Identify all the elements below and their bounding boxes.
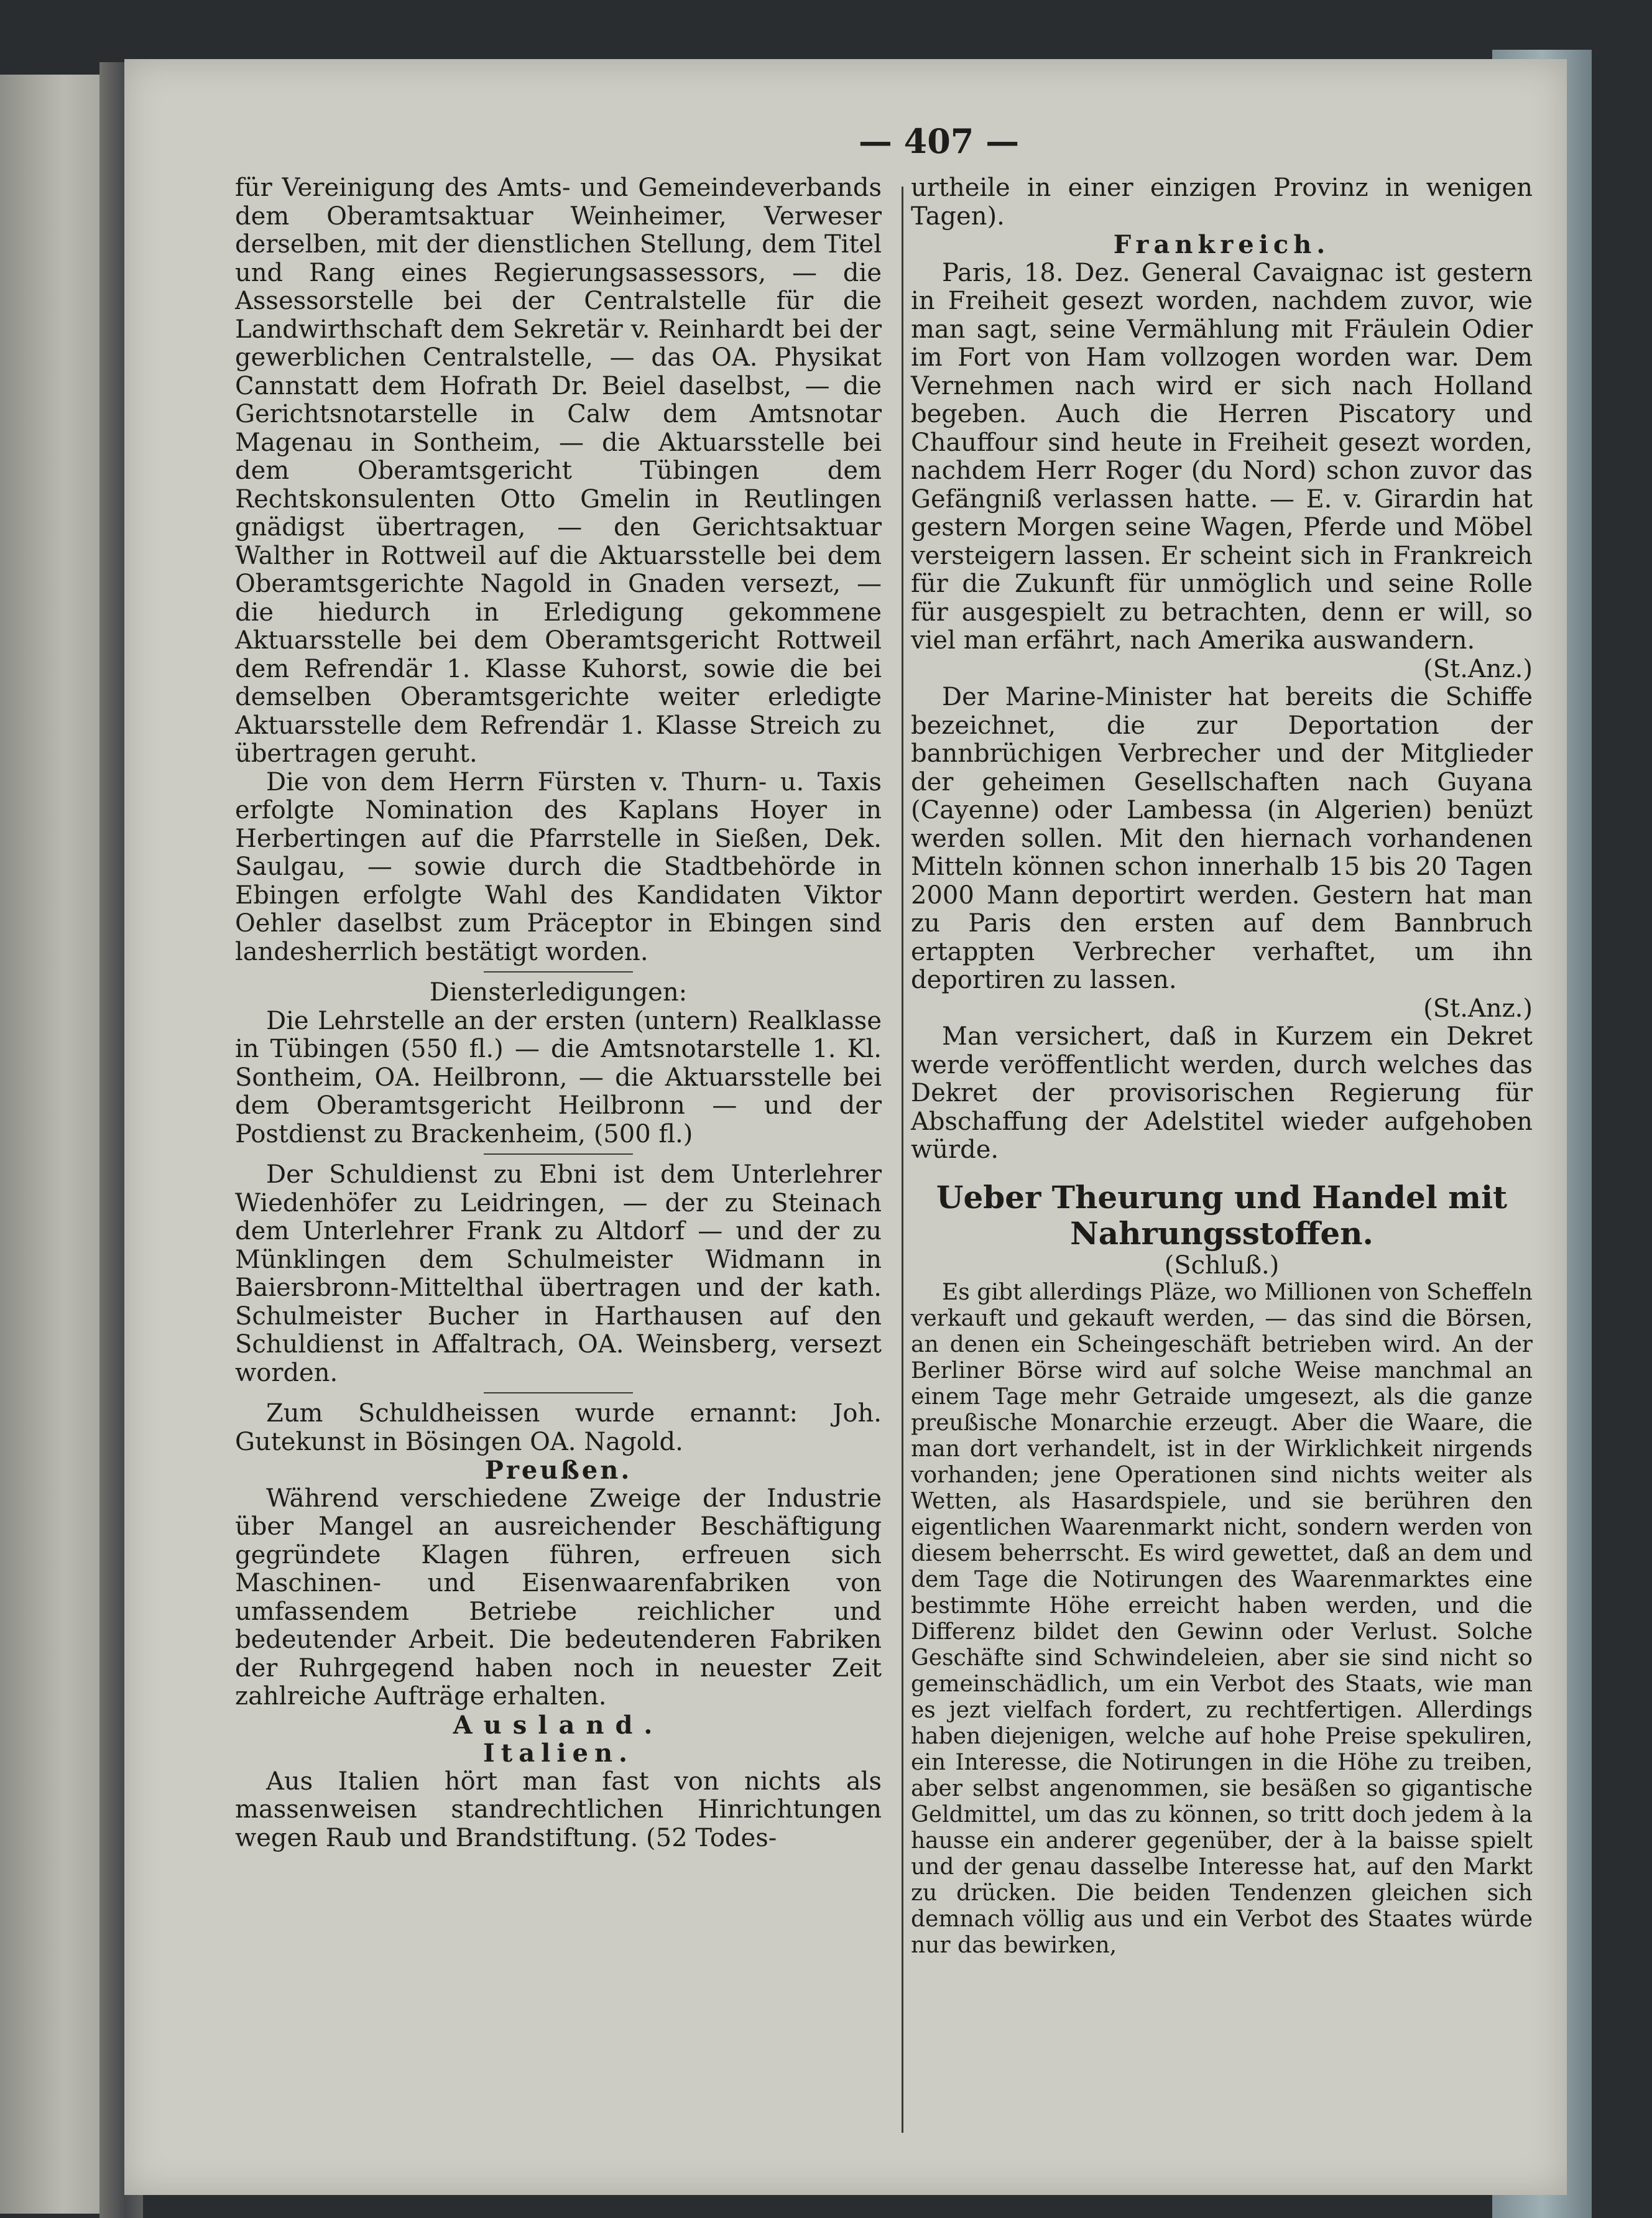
article-title: Ueber Theurung und Handel mit Nahrungsstoffen. (936, 1178, 1508, 1252)
paragraph: Paris, 18. Dez. General Cavaignac ist gestern in Freiheit gesezt worden, nachdem zuvor, wie man sagt, seine Vermählung mit Fräulein Odier im Fort von Ham vollzogen worden war. Dem Vernehmen nach wird er sich nach Holland begeben. Auch die Herren Piscatory und Chauffour sind heute in Freiheit gesezt worden, nachdem Herr Roger (du Nord) schon zuvor das Gefängniß verlassen hatte. — E. v. Girardin hat gestern Morgen seine Wagen, Pferde und Möbel versteigern lassen. Er scheint sich in Frankreich für die Zukunft für unmöglich und seine Rolle für ausgespielt zu betrachten, denn er will, so viel man erfährt, nach Amerika auswandern. (911, 258, 1533, 655)
paragraph: Während verschiedene Zweige der Industrie über Mangel an ausreichender Beschäftigung gegründete Klagen führen, erfreuen sich Maschinen- und Eisenwaarenfabriken von umfassendem Betriebe reichlicher und bedeutender Arbeit. Die bedeutenderen Fabriken der Ruhrgegend haben noch in neuester Zeit zahlreiche Aufträge erhalten. (235, 1484, 882, 1711)
page-number: — 407 — (858, 121, 1020, 161)
section-heading: Italien. (483, 1739, 634, 1768)
paragraph: Die Lehrstelle an der ersten (untern) Realklasse in Tübingen (550 fl.) — die Amtsnotarstelle 1. Kl. Sontheim, OA. Heilbronn, — die Aktuarsstelle bei dem Oberamtsgericht Heilbronn — und der Postdienst zu Brackenheim, (500 fl.) (235, 1006, 882, 1148)
paragraph: Zum Schuldheissen wurde ernannt: Joh. Gutekunst in Bösingen OA. Nagold. (235, 1399, 882, 1456)
section-heading: Ausland. (453, 1710, 664, 1740)
section-heading: Preußen. (484, 1456, 632, 1485)
source-note: (St.Anz.) (1423, 654, 1533, 683)
section-heading: Frankreich. (1113, 230, 1331, 259)
divider (484, 971, 633, 973)
divider (484, 1153, 633, 1155)
right-column (911, 174, 1533, 1959)
column-rule (902, 187, 903, 2133)
divider (484, 1392, 633, 1393)
paragraph: Aus Italien hört man fast von nichts als massenweisen standrechtlichen Hinrichtungen wegen Raub und Brandstiftung. (52 Todes- (235, 1767, 882, 1852)
section-heading: Diensterledigungen: (429, 978, 688, 1007)
paragraph: urtheile in einer einzigen Provinz in wenigen Tagen). (911, 173, 1533, 231)
paragraph: Der Marine-Minister hat bereits die Schiffe bezeichnet, die zur Deportation der bannbrüchigen Verbrecher und der Mitglieder der geheimen Gesellschaften nach Guyana (Cayenne) oder Lambessa (in Algerien) benüzt werden sollen. Mit den hiernach vorhandenen Mitteln können schon innerhalb 15 bis 20 Tagen 2000 Mann deportirt werden. Gestern hat man zu Paris den ersten auf dem Bannbruch ertappten Verbrecher verhaftet, um ihn deportiren zu lassen. (911, 683, 1533, 994)
paragraph: Es gibt allerdings Pläze, wo Millionen von Scheffeln verkauft und gekauft werden, — das sind die Börsen, an denen ein Scheingeschäft betrieben wird. An der Berliner Börse wird auf solche Weise manchmal an einem Tage mehr Getraide umgesezt, als die ganze preußische Monarchie erzeugt. Aber die Waare, die man dort verhandelt, ist in der Wirklichkeit nirgends vorhanden; jene Operationen sind nichts weiter als Wetten, als Hasardspiele, und sie berühren den eigentlichen Waarenmarkt nicht, sondern werden von diesem beherrscht. Es wird gewettet, daß an dem und dem Tage die Notirungen des Waarenmarktes eine bestimmte Höhe erreicht haben werden, und die Differenz bildet den Gewinn oder Verlust. Solche Geschäfte sind Schwindeleien, aber sie sind nicht so gemeinschädlich, um ein Verbot des Staats, wie man es jezt vielfach fordert, zu rechtfertigen. Allerdings haben diejenigen, welche auf hohe Preise spekuliren, ein Interesse, die Notirungen in die Höhe zu treiben, aber selbst angenommen, sie besäßen so gigantische Geldmittel, um das zu können, so tritt doch jedem à la hausse ein anderer gegenüber, der à la baisse spielt und der genau dasselbe Interesse hat, auf den Markt zu drücken. Die beiden Tendenzen gleichen sich demnach völlig aus und ein Verbot des Staates würde nur das bewirken, (911, 1280, 1533, 1958)
article-subtitle: (Schluß.) (1164, 1250, 1280, 1280)
left-column (235, 174, 882, 1852)
facing-page-edge (0, 75, 106, 2214)
paragraph: Die von dem Herrn Fürsten v. Thurn- u. Taxis erfolgte Nomination des Kaplans Hoyer in Herbertingen auf die Pfarrstelle in Sießen, Dek. Saulgau, — sowie durch die Stadtbehörde in Ebingen erfolgte Wahl des Kandidaten Viktor Oehler daselbst zum Präceptor in Ebingen sind landesherrlich bestätigt worden. (235, 767, 882, 966)
source-note: (St.Anz.) (1423, 994, 1533, 1023)
newspaper-page (124, 59, 1567, 2195)
paragraph: Man versichert, daß in Kurzem ein Dekret werde veröffentlicht werden, durch welches das Dekret der provisorischen Regierung für Abschaffung der Adelstitel wieder aufgehoben würde. (911, 1022, 1533, 1164)
paragraph: Der Schuldienst zu Ebni ist dem Unterlehrer Wiedenhöfer zu Leidringen, — der zu Steinach dem Unterlehrer Frank zu Altdorf — und der zu Münklingen dem Schulmeister Widmann in Baiersbronn-Mittelthal übertragen und der kath. Schulmeister Bucher in Harthausen auf den Schuldienst in Affaltrach, OA. Weinsberg, versezt worden. (235, 1160, 882, 1387)
paragraph: für Vereinigung des Amts- und Gemeindeverbands dem Oberamtsaktuar Weinheimer, Verweser derselben, mit der dienstlichen Stellung, dem Titel und Rang eines Regierungsassessors, — die Assessorstelle bei der Centralstelle für die Landwirthschaft dem Sekretär v. Reinhardt bei der gewerblichen Centralstelle, — das OA. Physikat Cannstatt dem Hofrath Dr. Beiel daselbst, — die Gerichtsnotarstelle in Calw dem Amtsnotar Magenau in Sontheim, — die Aktuarsstelle bei dem Oberamtsgericht Tübingen dem Rechtskonsulenten Otto Gmelin in Reutlingen gnädigst übertragen, — den Gerichtsaktuar Walther in Rottweil auf die Aktuarsstelle bei dem Oberamtsgerichte Nagold in Gnaden versezt, — die hiedurch in Erledigung gekommene Aktuarsstelle bei dem Oberamtsgericht Rottweil dem Refrendär 1. Klasse Kuhorst, sowie die bei demselben Oberamtsgerichte weiter erledigte Aktuarsstelle dem Refrendär 1. Klasse Streich zu übertragen geruht. (235, 173, 882, 768)
